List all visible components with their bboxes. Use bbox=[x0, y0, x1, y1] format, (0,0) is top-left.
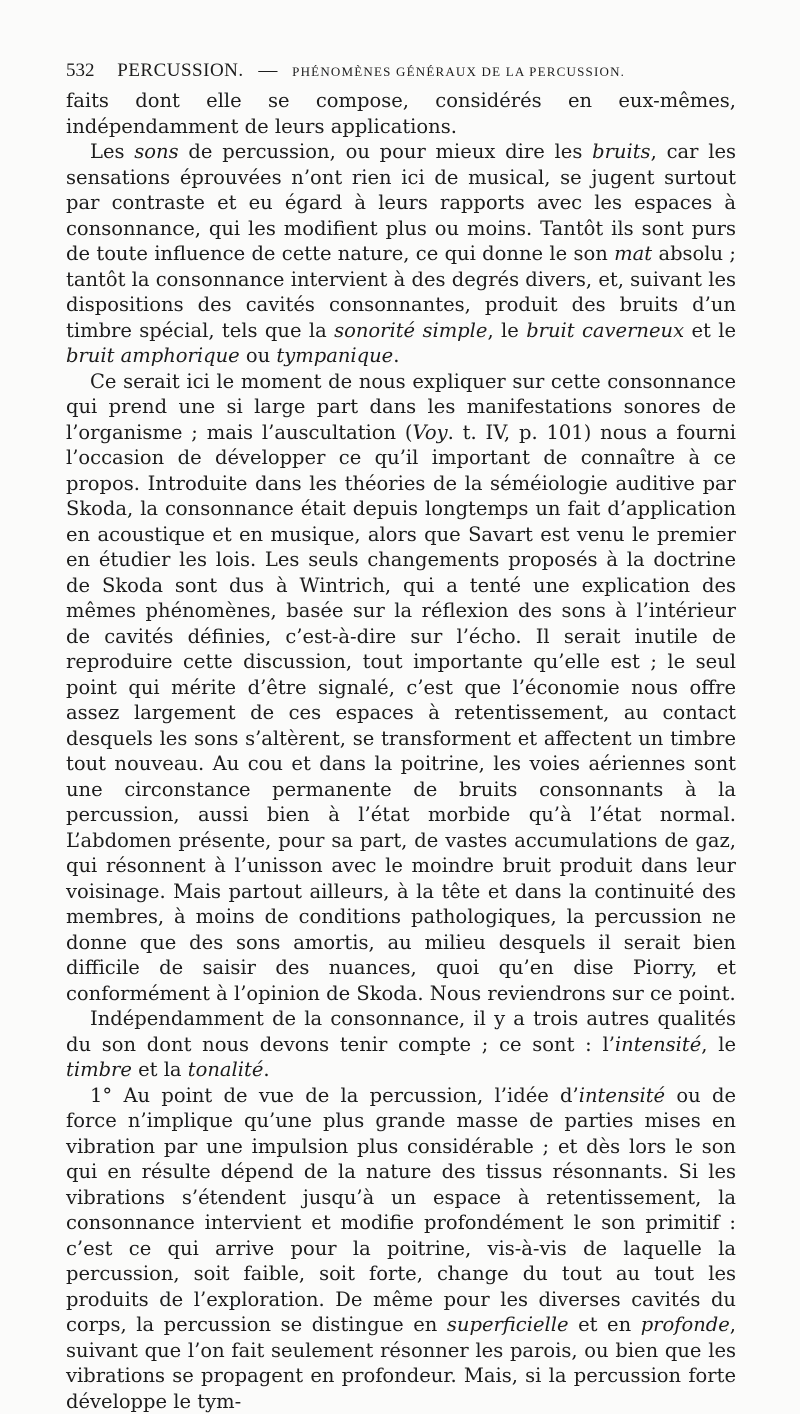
emphasized-term: mat bbox=[614, 242, 652, 265]
text-run: faits dont elle se compose, considérés en eux-mêmes, indépendamment de leurs applications. bbox=[66, 89, 736, 138]
emphasized-term: bruits bbox=[592, 140, 650, 163]
text-run: 1° Au point de vue de la percussion, l’idée d’ bbox=[90, 1084, 579, 1107]
running-head-subtitle: PHÉNOMÈNES GÉNÉRAUX DE LA PERCUSSION. bbox=[292, 64, 625, 79]
emphasized-term: tympanique bbox=[276, 344, 393, 367]
text-run: , le bbox=[487, 319, 526, 342]
text-run: Indépendamment de la consonnance, il y a trois autres qualités du son dont nous devons tenir compte ; ce sont : l’ bbox=[66, 1007, 736, 1056]
emphasized-term: timbre bbox=[66, 1058, 132, 1081]
emphasized-term: bruit caverneux bbox=[526, 319, 684, 342]
body-text bbox=[66, 88, 736, 1414]
text-run: , suivant que l’on fait seulement résonner les parois, ou bien que les vibrations se propagent en profondeur. Mais, si la percussion forte développe le tym- bbox=[66, 1313, 736, 1413]
page-number: 532 bbox=[66, 60, 95, 81]
text-run: Les bbox=[90, 140, 134, 163]
text-run: de percussion, ou pour mieux dire les bbox=[179, 140, 593, 163]
running-head bbox=[66, 58, 736, 85]
text-run: ou bbox=[240, 344, 277, 367]
text-run: . bbox=[393, 344, 399, 367]
emphasized-term: intensité bbox=[615, 1033, 701, 1056]
text-run: ou de force n’implique qu’une plus grande masse de parties mises en vibration par une impulsion plus considérable ; et dès lors le son qui en résulte dépend de la nature des tissus résonnants. Si les vibrations s’étendent jusqu’à un espace à retentissement, la consonnance intervient et modifie profondément le son primitif : c’est ce qui arrive pour la poitrine, vis-à-vis de laquelle la percussion, soit faible, soit forte, change du tout au tout les produits de l’exploration. De même pour les diverses cavités du corps, la percussion se distingue en bbox=[66, 1084, 736, 1337]
paragraph bbox=[66, 1006, 736, 1083]
text-run: , car les sensations éprouvées n’ont rien ici de musical, se jugent surtout par contraste et eu égard à leurs rapports avec les espaces à consonnance, qui les modifient plus ou moins. Tantôt ils sont purs de toute influence de cette nature, ce qui donne le son bbox=[66, 140, 736, 265]
text-run: . bbox=[263, 1058, 269, 1081]
emphasized-term: superficielle bbox=[447, 1313, 569, 1336]
paragraph bbox=[66, 1083, 736, 1414]
running-head-title: PERCUSSION. bbox=[117, 60, 243, 81]
emphasized-term: sons bbox=[134, 140, 178, 163]
text-run: et le bbox=[684, 319, 736, 342]
paragraph bbox=[66, 369, 736, 1007]
paragraph bbox=[66, 88, 736, 139]
emphasized-term: profonde bbox=[641, 1313, 730, 1336]
emphasized-term: Voy bbox=[413, 421, 448, 444]
emphasized-term: sonorité simple bbox=[334, 319, 487, 342]
paragraph bbox=[66, 139, 736, 369]
text-run: Ce serait ici le moment de nous expliquer sur cette consonnance qui prend une si large part dans les manifestations sonores de l’organisme ; mais l’auscultation ( bbox=[66, 370, 736, 444]
running-head-dash: — bbox=[258, 60, 277, 81]
emphasized-term: intensité bbox=[579, 1084, 665, 1107]
text-run: et la bbox=[132, 1058, 188, 1081]
emphasized-term: tonalité bbox=[188, 1058, 264, 1081]
text-run: , le bbox=[701, 1033, 736, 1056]
text-run: et en bbox=[569, 1313, 641, 1336]
text-run: . t. IV, p. 101) nous a fourni l’occasion de développer ce qu’il important de connaître à ce propos. Introduite dans les théories de la séméiologie auditive par Skoda, la consonnance était depuis longtemps un fait d’application en acoustique et en musique, alors que Savart est venu le premier en étudier les lois. Les seuls changements proposés à la doctrine de Skoda sont dus à Wintrich, qui a tenté une explication des mêmes phénomènes, basée sur la réflexion des sons à l’intérieur de cavités définies, c’est-à-dire sur l’écho. Il serait inutile de reproduire cette discussion, tout importante qu’elle est ; le seul point qui mérite d’être signalé, c’est que l’économie nous offre assez largement de ces espaces à retentissement, au contact desquels les sons s’altèrent, se transforment et affectent un timbre tout nouveau. Au cou et dans la poitrine, les voies aériennes sont une circonstance permanente de bruits consonnants à la percussion, aussi bien à l’état morbide qu’à l’état normal. L’abdomen présente, pour sa part, de vastes accumulations de gaz, qui résonnent à l’unisson avec le moindre bruit produit dans leur voisinage. Mais partout ailleurs, à la tête et dans la continuité des membres, à moins de conditions pathologiques, la percussion ne donne que des sons amortis, au milieu desquels il serait bien difficile de saisir des nuances, quoi qu’en dise Piorry, et conformément à l’opinion de Skoda. Nous reviendrons sur ce point. bbox=[66, 421, 736, 1005]
emphasized-term: bruit amphorique bbox=[66, 344, 240, 367]
text-run: absolu ; tantôt la consonnance intervient à des degrés divers, et, suivant les dispositions des cavités consonnantes, produit des bruits d’un timbre spécial, tels que la bbox=[66, 242, 736, 342]
